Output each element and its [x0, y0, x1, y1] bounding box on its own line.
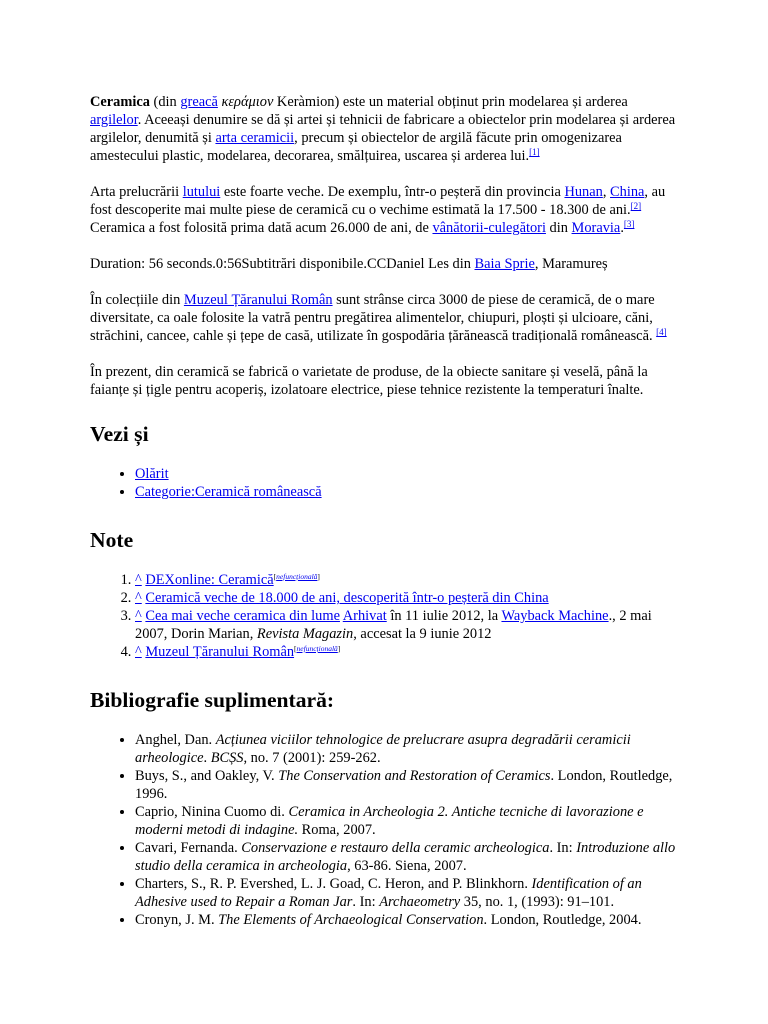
present-paragraph: În prezent, din ceramică se fabrică o varietate de produse, de la obiecte sanitare și veselă, până la faianțe și țigle pentru acoperiș, izolatoare electrice, piese tehnice rezistente la temperaturi înalte. — [90, 364, 648, 398]
note-item — [135, 643, 680, 661]
link-moravia[interactable]: Moravia — [571, 220, 621, 236]
text: . In: — [549, 840, 577, 856]
link-categorie-ceramica[interactable]: Categorie:Ceramică românească — [135, 484, 322, 500]
text: Roma, 2007. — [298, 822, 376, 838]
bibliography-list — [90, 731, 680, 929]
text: Ceramica a fost folosită prima dată acum 26.000 de ani, de — [90, 220, 433, 236]
term-bold: Ceramica — [90, 94, 150, 110]
text: , au fost descoperite mai multe piese de ceramică cu o vechime estimată la 17.500 - 18.300 de ani. — [90, 184, 666, 218]
notes-heading: Note — [90, 528, 134, 552]
text: Revista Magazin — [256, 626, 354, 642]
text: The Conservation and Restoration of Ceramics — [278, 768, 551, 784]
text: Cronyn, J. M. — [135, 912, 219, 928]
text: Caprio, Ninina Cuomo di. — [135, 804, 289, 820]
note-2-caret[interactable]: ^ — [135, 590, 142, 606]
dead-link-note-4[interactable] — [297, 644, 338, 653]
text: Ceramica in Archeologia 2. Antiche tecniche di lavorazione e moderni metodi di indagine. — [135, 804, 644, 838]
collection-paragraph — [90, 291, 680, 345]
bib-item — [135, 767, 680, 803]
bib-item — [135, 803, 680, 839]
note-3-link[interactable]: Cea mai veche ceramica din lume — [145, 608, 340, 624]
link-vanatorii-culegatori[interactable]: vânătorii-culegători — [432, 220, 546, 236]
text: . In: — [352, 894, 380, 910]
note-item — [135, 607, 680, 643]
link-olarit[interactable]: Olărit — [135, 466, 169, 482]
link-baia-sprie[interactable]: Baia Sprie — [474, 256, 535, 272]
text: Arta prelucrării — [90, 184, 183, 200]
intro-paragraph — [90, 93, 680, 165]
media-caption — [90, 255, 680, 273]
text: în 11 iulie 2012, la — [386, 608, 502, 624]
text: , — [602, 184, 611, 200]
text: . London, Routledge, 2004. — [483, 912, 642, 928]
bib-item — [135, 875, 680, 911]
ref-1[interactable]: [1] — [529, 147, 540, 157]
text: nefuncțională — [276, 572, 318, 581]
text: , no. 7 (2001): 259-262. — [243, 750, 381, 766]
link-greaca[interactable]: greacă — [180, 94, 218, 110]
text: . London, Routledge, 1996. — [135, 768, 673, 802]
link-china[interactable]: China — [610, 184, 645, 200]
text: Archaeometry — [379, 894, 461, 910]
note-2-link[interactable]: Ceramică veche de 18.000 de ani, descoperită într-o peșteră din China — [145, 590, 549, 606]
text: ., 2 mai 2007, Dorin Marian, — [135, 608, 652, 642]
ref-2[interactable]: [2] — [630, 201, 642, 211]
bibliography-heading: Bibliografie suplimentară: — [90, 688, 335, 712]
text: 35, no. 1, (1993): 91–101. — [460, 894, 615, 910]
text: Charters, S., R. P. Evershed, L. J. Goad, C. Heron, and P. Blinkhorn. — [135, 876, 532, 892]
link-argilelor[interactable]: argilelor — [90, 112, 138, 128]
note-item — [135, 571, 680, 589]
text: The Elements of Archaeological Conservation — [218, 912, 484, 928]
text: , Maramureș — [534, 256, 608, 272]
note-item — [135, 589, 680, 607]
link-lutului[interactable]: lutului — [182, 184, 221, 200]
text: Anghel, Dan. — [135, 732, 216, 748]
history-paragraph — [90, 183, 680, 237]
ref-4[interactable]: [4] — [656, 327, 667, 337]
text: . — [203, 750, 211, 766]
bib-item — [135, 839, 680, 875]
link-hunan[interactable]: Hunan — [564, 184, 603, 200]
article-content — [90, 93, 680, 947]
text: din — [545, 220, 572, 236]
dead-link-tag: [nefuncțională] — [273, 572, 320, 581]
note-3-caret[interactable]: ^ — [135, 608, 142, 624]
see-also-list — [90, 465, 680, 501]
greek-word: κεράμιον — [221, 94, 274, 110]
note-3-wayback[interactable]: Wayback Machine — [501, 608, 609, 624]
notes-list — [90, 571, 680, 661]
list-item — [135, 483, 680, 501]
note-1-link[interactable]: DEXonline: Ceramică — [145, 572, 274, 588]
text: , precum și obiectelor de argilă făcute prin omogenizarea amestecului plastic, modelarea, decorarea, smălțuirea, uscarea și arderea lui. — [90, 130, 622, 164]
text: sunt strânse circa 3000 de piese de ceramică, de o mare diversitate, ca oale folosite la vatră pentru pregătirea alimentelor, chiupuri, ploști și ulcioare, căni, străchini, cancee, cahle și țepe de casă, utilizate în gospodăria țărănească tradițională românească. — [90, 292, 657, 344]
text: nefuncțională — [296, 644, 338, 653]
text: Conservazione e restauro della ceramic archeologica — [241, 840, 550, 856]
see-also-heading: Vezi și — [90, 422, 149, 446]
text: În colecțiile din — [90, 292, 184, 308]
text: (din — [149, 94, 181, 110]
list-item — [135, 465, 680, 483]
text: Acțiunea viciilor tehnologice de prelucrare asupra degradării ceramicii arheologice — [135, 732, 631, 766]
dead-link-note-1[interactable] — [276, 572, 317, 581]
text: Identification of an Adhesive used to Repair a Roman Jar — [135, 876, 642, 910]
text: Duration: 56 seconds.0:56Subtitrări disponibile.CCDaniel Les din — [90, 256, 475, 272]
note-3-arhivat[interactable]: Arhivat — [342, 608, 387, 624]
text: este foarte veche. De exemplu, într-o peșteră din provincia — [220, 184, 565, 200]
bib-item — [135, 911, 680, 929]
link-muzeul-taranului[interactable]: Muzeul Țăranului Român — [183, 292, 333, 308]
text: . Aceeași denumire se dă și artei și tehnicii de fabricare a obiectelor prin modelarea și arderea argilelor, denumită și — [90, 112, 676, 146]
text: Buys, S., and Oakley, V. — [135, 768, 279, 784]
note-4-link[interactable]: Muzeul Țăranului Român — [145, 644, 295, 660]
ref-3[interactable]: [3] — [623, 219, 635, 229]
text: Introduzione allo studio della ceramica in archeologia — [135, 840, 676, 874]
dead-link-tag: [nefuncțională] — [294, 644, 341, 653]
bib-item — [135, 731, 680, 767]
text: Keràmion) este un material obținut prin modelarea și arderea — [273, 94, 628, 110]
text: Cavari, Fernanda. — [135, 840, 242, 856]
link-arta-ceramicii[interactable]: arta ceramicii — [215, 130, 295, 146]
note-1-caret[interactable]: ^ — [135, 572, 142, 588]
text: BCȘS — [210, 750, 244, 766]
text: . — [620, 220, 624, 236]
text: , accesat la 9 iunie 2012 — [353, 626, 492, 642]
text: , 63-86. Siena, 2007. — [347, 858, 467, 874]
note-4-caret[interactable]: ^ — [135, 644, 142, 660]
